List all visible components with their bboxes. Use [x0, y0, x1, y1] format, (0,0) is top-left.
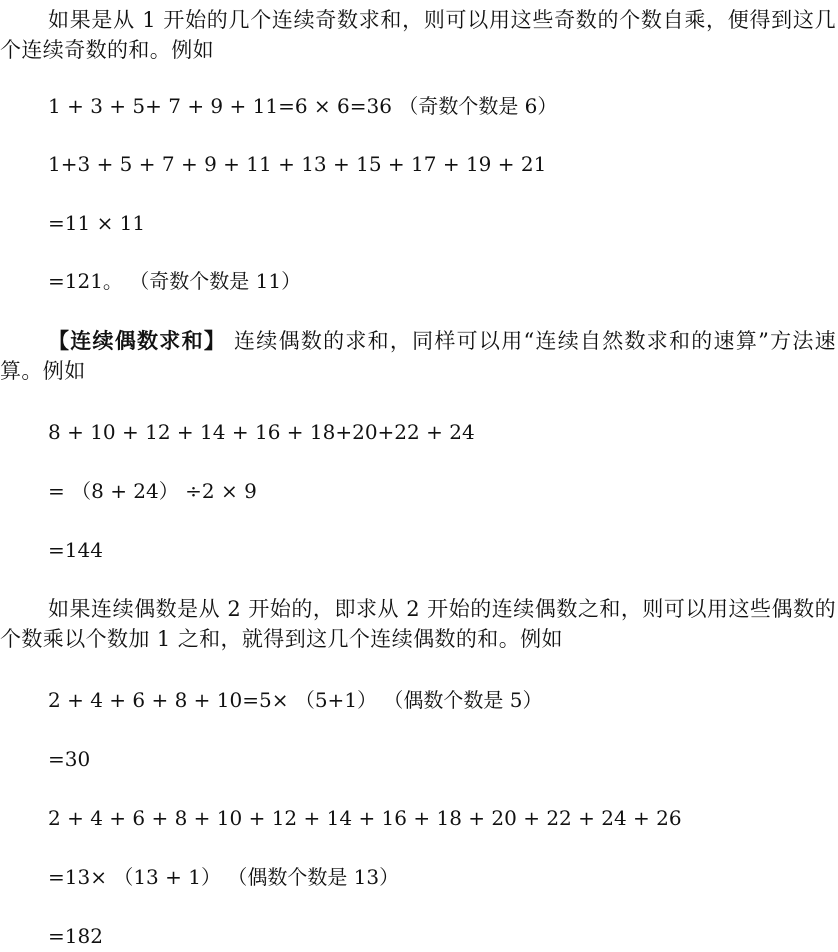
formula-line: =11 × 11	[48, 211, 146, 235]
paragraph-even-sum-section	[0, 326, 836, 386]
formula-line: = （8 + 24） ÷2 × 9	[48, 479, 257, 503]
paragraph-odd-sum-intro: 如果是从 1 开始的几个连续奇数求和，则可以用这些奇数的个数自乘，便得到这几个连续奇数的和。例如	[0, 8, 836, 62]
formula-line: =144	[48, 538, 103, 562]
formula-line: 2 + 4 + 6 + 8 + 10=5× （5+1） （偶数个数是 5）	[48, 688, 543, 712]
formula-line: 2 + 4 + 6 + 8 + 10 + 12 + 14 + 16 + 18 + 20 + 22 + 24 + 26	[48, 806, 682, 830]
paragraph-even-sum-from-two: 如果连续偶数是从 2 开始的，即求从 2 开始的连续偶数之和，则可以用这些偶数的个数乘以个数加 1 之和，就得到这几个连续偶数的和。例如	[0, 597, 836, 651]
formula-line: =13× （13 + 1） （偶数个数是 13）	[48, 865, 400, 889]
formula-line: =121。 （奇数个数是 11）	[48, 269, 302, 293]
formula-line: =182	[48, 924, 103, 948]
formula-line: 8 + 10 + 12 + 14 + 16 + 18+20+22 + 24	[48, 420, 475, 444]
formula-line: =30	[48, 747, 91, 771]
formula-line: 1+3 + 5 + 7 + 9 + 11 + 13 + 15 + 17 + 19 + 21	[48, 152, 547, 176]
section-heading: 【连续偶数求和】	[48, 329, 227, 353]
formula-line: 1 + 3 + 5+ 7 + 9 + 11=6 × 6=36 （奇数个数是 6）	[48, 94, 558, 118]
section-text: 连续偶数的求和，同样可以用“连续自然数求和的速算”方法速算。例如	[0, 329, 837, 383]
